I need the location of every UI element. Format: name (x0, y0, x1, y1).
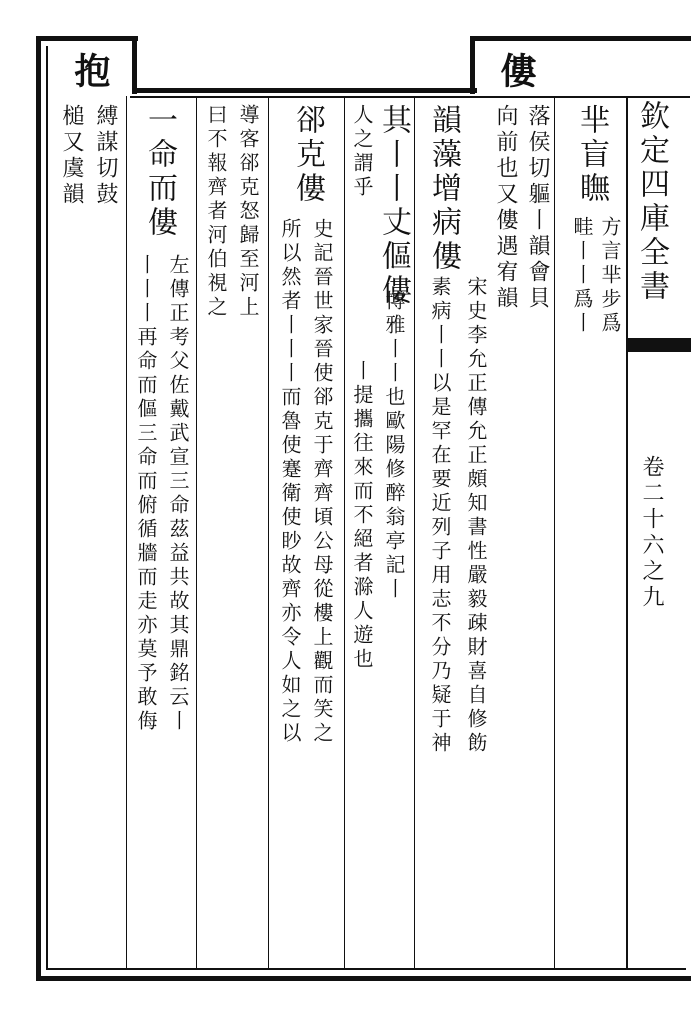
outer-frame-left (36, 36, 41, 981)
entry-text-2: 畦丨丨爲丨 (570, 216, 594, 336)
top-band (132, 88, 477, 93)
inner-frame-left (46, 46, 48, 970)
entry-head: 郤克僂 (290, 104, 325, 206)
entry-head: 韻藻增病僂 (426, 104, 461, 274)
entry-text-2: 曰不報齊者河伯視之 (204, 104, 228, 320)
right-header-char: 僂 (495, 52, 537, 88)
right-box-left (470, 36, 475, 94)
column-rule (414, 96, 415, 970)
entry-text: 方言芈步爲 (598, 216, 622, 336)
entry-text: 博雅丨丨也歐陽修醉翁亭記丨 (382, 290, 406, 602)
entry-text: 宋史李允正傳允正頗知書性嚴毅疎財喜自修飭 (464, 276, 488, 756)
entry-text-2: 人之謂乎 (350, 104, 374, 200)
margin-volume: 卷二十六之九 (639, 455, 664, 611)
entry-head: 其丨丨丈傴僂 (376, 104, 411, 308)
entry-text-2: 所以然者丨丨丨而魯使蹇衛使眇故齊亦令人如之以 (278, 218, 302, 746)
outer-frame-bottom (36, 976, 691, 981)
margin-series-title: 欽定四庫全書 (634, 100, 669, 304)
column-rule (268, 96, 269, 970)
outer-frame-top-right (470, 36, 691, 41)
entry-text: 史記晉世家晉使郤克于齊齊頃公母從樓上觀而笑之 (310, 218, 334, 746)
column-rule (196, 96, 197, 970)
column-rule (554, 96, 555, 970)
right-header-line-1: 落侯切軀丨韻會貝 (525, 104, 550, 312)
fish-tail-mark (628, 338, 691, 352)
entry-text: 左傳正考父佐戴武宣三命茲益共故其鼎銘云丨 (166, 254, 190, 734)
top-inner (130, 96, 690, 98)
entry-text: 導客郤克怒歸至河上 (236, 104, 260, 320)
margin-rule (626, 96, 628, 970)
column-rule (126, 96, 127, 970)
entry-text-2: 素病丨丨以是罕在要近列子用志不分乃疑于神 (428, 276, 452, 756)
left-header-line-1: 縛謀切鼓 (93, 104, 118, 208)
left-header-line-2: 槌又虞韻 (59, 104, 84, 208)
inner-frame-bottom (46, 968, 686, 970)
entry-text-3: 丨提攜往來而不絕者滁人遊也 (350, 360, 374, 672)
left-header-char: 抱 (69, 52, 111, 88)
entry-head: 一命而僂 (142, 104, 177, 240)
column-rule (344, 96, 345, 970)
right-header-line-2: 向前也又僂遇宥韻 (493, 104, 518, 312)
entry-head: 芈盲瞴 (574, 104, 609, 206)
left-box-right (132, 36, 137, 94)
outer-frame-top (38, 36, 138, 41)
entry-text-2: 丨丨丨再命而傴三命而俯循牆而走亦莫予敢侮 (134, 254, 158, 734)
